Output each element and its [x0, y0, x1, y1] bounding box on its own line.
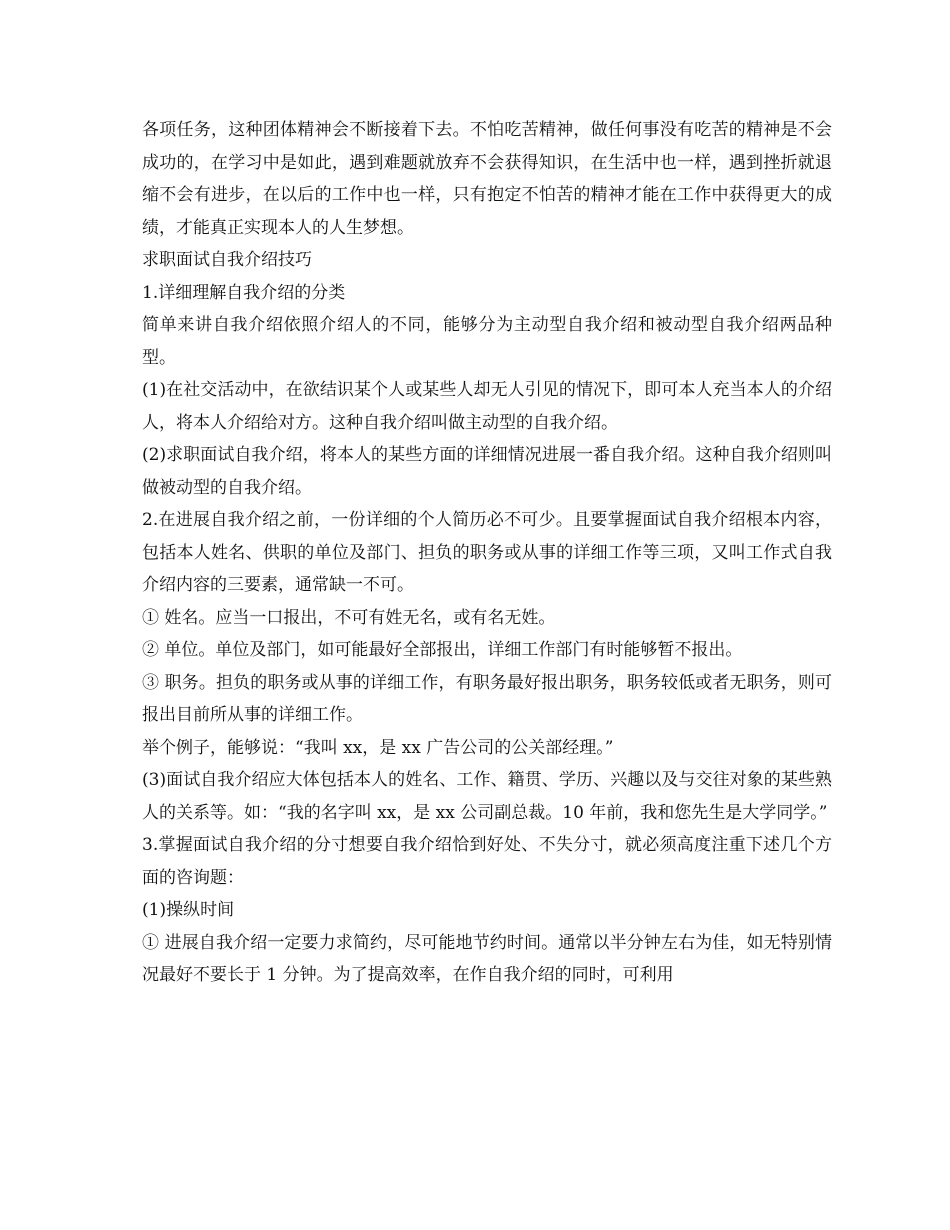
section-heading: 求职面试自我介绍技巧 — [142, 250, 312, 270]
document-body — [142, 114, 832, 992]
paragraph-classification: 简单来讲自我介绍依照介绍人的不同，能够分为主动型自我介绍和被动型自我介绍两品种型。 — [142, 315, 832, 368]
subheading-2: 2.在进展自我介绍之前，一份详细的个人简历必不可少。且要掌握面试自我介绍根本内容，包括本人姓名、供职的单位及部门、担负的职务或从事的详细工作等三项，又叫工作式自我介绍内容的三要素，通常缺一不可。 — [142, 510, 832, 595]
list-item-unit: ② 单位。单位及部门，如可能最好全部报出，详细工作部门有时能够暂不报出。 — [142, 640, 743, 660]
list-item-name: ① 姓名。应当一口报出，不可有姓无名，或有名无姓。 — [142, 607, 556, 628]
paragraph-active-type: (1)在社交活动中，在欲结识某个人或某些人却无人引见的情况下，即可本人充当本人的介绍人，将本人介绍给对方。这种自我介绍叫做主动型的自我介绍。 — [142, 380, 832, 433]
paragraph-content: (3)面试自我介绍应大体包括本人的姓名、工作、籍贯、学历、兴趣以及与交往对象的某些熟人的关系等。如：“我的名字叫 xx，是 xx 公司副总裁。10 年前，我和您先生是大学同学。” — [142, 770, 832, 823]
subheading-1: 1.详细理解自我介绍的分类 — [142, 282, 346, 303]
list-item-position: ③ 职务。担负的职务或从事的详细工作，有职务最好报出职务，职务较低或者无职务，则可报出目前所从事的详细工作。 — [142, 672, 832, 725]
paragraph-passive-type: (2)求职面试自我介绍，将本人的某些方面的详细情况进展一番自我介绍。这种自我介绍则叫做被动型的自我介绍。 — [142, 445, 832, 498]
list-item-brevity: ① 进展自我介绍一定要力求简约，尽可能地节约时间。通常以半分钟左右为佳，如无特别情况最好不要长于 1 分钟。为了提高效率，在作自我介绍的同时，可利用 — [142, 932, 832, 985]
subheading-3: 3.掌握面试自我介绍的分寸想要自我介绍恰到好处、不失分寸，就必须高度注重下述几个方面的咨询题： — [142, 835, 832, 888]
paragraph-example: 举个例子，能够说：“我叫 xx，是 xx 广告公司的公关部经理。” — [142, 737, 614, 758]
subheading-time: (1)操纵时间 — [142, 900, 235, 920]
paragraph-1: 各项任务，这种团体精神会不断接着下去。不怕吃苦精神，做任何事没有吃苦的精神是不会成功的，在学习中是如此，遇到难题就放弃不会获得知识，在生活中也一样，遇到挫折就退缩不会有进步，在以后的工作中也一样，只有抱定不怕苦的精神才能在工作中获得更大的成绩，才能真正实现本人的人生梦想。 — [142, 120, 832, 238]
